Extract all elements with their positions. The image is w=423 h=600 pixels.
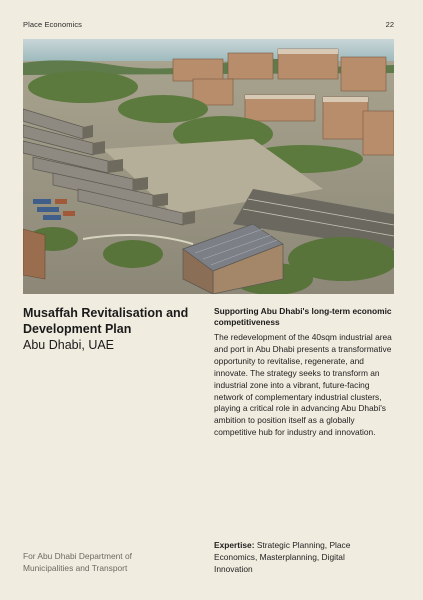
summary-subheading: Supporting Abu Dhabi's long-term economic competitiveness xyxy=(214,306,392,327)
project-title: Musaffah Revitalisation and Development Plan xyxy=(23,306,189,336)
section-title: Place Economics xyxy=(23,20,83,29)
aerial-rendering xyxy=(23,39,394,294)
expertise-value: Strategic Planning, Place Economics, Masterplanning, Digital Innovation xyxy=(214,540,351,574)
page-number: 22 xyxy=(385,20,394,29)
project-location: Abu Dhabi, UAE xyxy=(23,338,115,352)
hero-image xyxy=(23,39,394,294)
client-credit: For Abu Dhabi Department of Municipalities and Transport xyxy=(23,551,132,573)
summary-body: The redevelopment of the 40sqm industrial area and port in Abu Dhabi presents a transformative opportunity to revitalise, regenerate, and innovate. The strategy seeks to transform an industrial zone into a vibrant, future-facing network of complementary industrial clusters, playing a critical role in advancing Abu Dhabi's ambition to position itself as a globally competitive hub for industry and innovation. xyxy=(214,332,392,438)
expertise-block xyxy=(214,540,384,576)
expertise-label: Expertise: xyxy=(214,540,255,550)
